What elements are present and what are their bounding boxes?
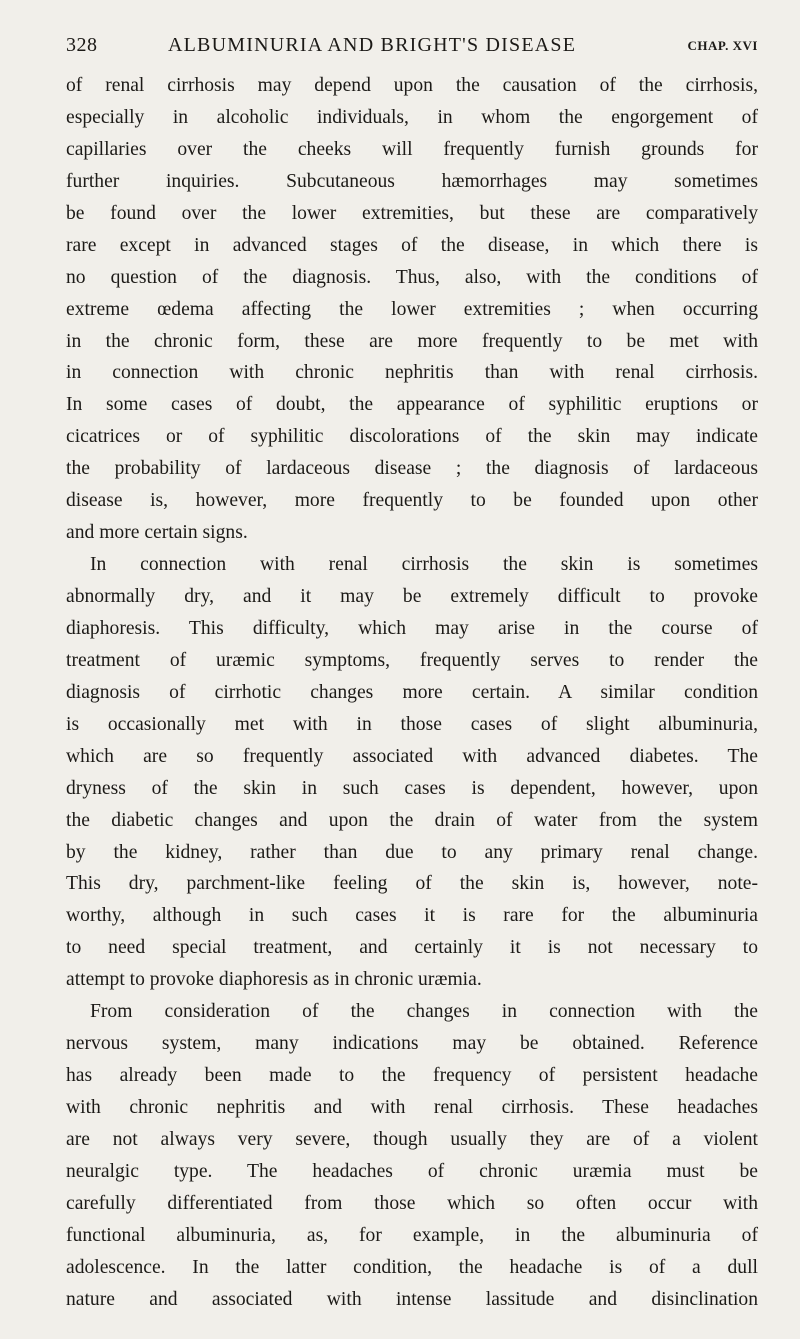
chapter-label: CHAP. XVI xyxy=(687,38,758,53)
text-line: is occasionally met with in those cases of slight albuminuria, xyxy=(66,713,758,735)
page-number: 328 xyxy=(66,34,98,56)
text-line: are not always very severe, though usually they are of a violent xyxy=(66,1128,758,1150)
text-line: In some cases of doubt, the appearance of syphilitic eruptions or xyxy=(66,394,758,416)
text-line: functional albuminuria, as, for example, in the albuminuria of xyxy=(66,1224,758,1246)
text-line: especially in alcoholic individuals, in whom the engorgement of xyxy=(66,106,758,128)
text-line: rare except in advanced stages of the disease, in which there is xyxy=(66,234,758,256)
text-line: of renal cirrhosis may depend upon the causation of the cirrhosis, xyxy=(66,75,758,96)
text-line: cicatrices or of syphilitic discolorations of the skin may indicate xyxy=(66,426,758,448)
text-line: nature and associated with intense lassitude and disinclination xyxy=(66,1288,758,1310)
text-line: no question of the diagnosis. Thus, also, with the conditions of xyxy=(66,266,758,288)
text-line: neuralgic type. The headaches of chronic uræmia must be xyxy=(66,1160,758,1182)
text-line: carefully differentiated from those which so often occur with xyxy=(66,1192,758,1214)
running-header xyxy=(66,34,758,64)
text-line: extreme œdema affecting the lower extremities ; when occurring xyxy=(66,298,758,320)
text-line: This dry, parchment-like feeling of the skin is, however, note- xyxy=(66,873,758,895)
text-line: From consideration of the changes in connection with the xyxy=(90,1001,758,1023)
text-line: by the kidney, rather than due to any primary renal change. xyxy=(66,841,758,863)
text-line: abnormally dry, and it may be extremely difficult to provoke xyxy=(66,586,758,607)
body-text xyxy=(66,70,758,1316)
text-line: nervous system, many indications may be obtained. Reference xyxy=(66,1033,758,1055)
text-line: has already been made to the frequency of persistent headache xyxy=(66,1065,758,1087)
text-line: diagnosis of cirrhotic changes more certain. A similar condition xyxy=(66,681,758,703)
text-line: the probability of lardaceous disease ; the diagnosis of lardaceous xyxy=(66,458,758,480)
text-line: which are so frequently associated with advanced diabetes. The xyxy=(66,745,758,767)
text-line: with chronic nephritis and with renal cirrhosis. These headaches xyxy=(66,1097,758,1118)
text-line: attempt to provoke diaphoresis as in chronic uræmia. xyxy=(66,969,482,991)
text-line: and more certain signs. xyxy=(66,522,248,544)
text-line: dryness of the skin in such cases is dependent, however, upon xyxy=(66,777,758,799)
text-line: diaphoresis. This difficulty, which may arise in the course of xyxy=(66,617,758,639)
text-line: in connection with chronic nephritis than with renal cirrhosis. xyxy=(66,362,758,384)
text-line: the diabetic changes and upon the drain of water from the system xyxy=(66,809,758,831)
text-line: further inquiries. Subcutaneous hæmorrhages may sometimes xyxy=(66,170,758,192)
text-line: capillaries over the cheeks will frequently furnish grounds for xyxy=(66,138,758,160)
text-line: In connection with renal cirrhosis the skin is sometimes xyxy=(90,554,758,576)
text-line: in the chronic form, these are more frequently to be met with xyxy=(66,330,758,352)
text-line: to need special treatment, and certainly it is not necessary to xyxy=(66,937,758,959)
text-line: treatment of uræmic symptoms, frequently serves to render the xyxy=(66,649,758,671)
text-line: adolescence. In the latter condition, the headache is of a dull xyxy=(66,1256,758,1278)
text-line: disease is, however, more frequently to be founded upon other xyxy=(66,490,758,512)
text-line: worthy, although in such cases it is rare for the albuminuria xyxy=(66,905,758,927)
running-title: ALBUMINURIA AND BRIGHT'S DISEASE xyxy=(168,34,577,56)
text-line: be found over the lower extremities, but these are comparatively xyxy=(66,202,758,224)
